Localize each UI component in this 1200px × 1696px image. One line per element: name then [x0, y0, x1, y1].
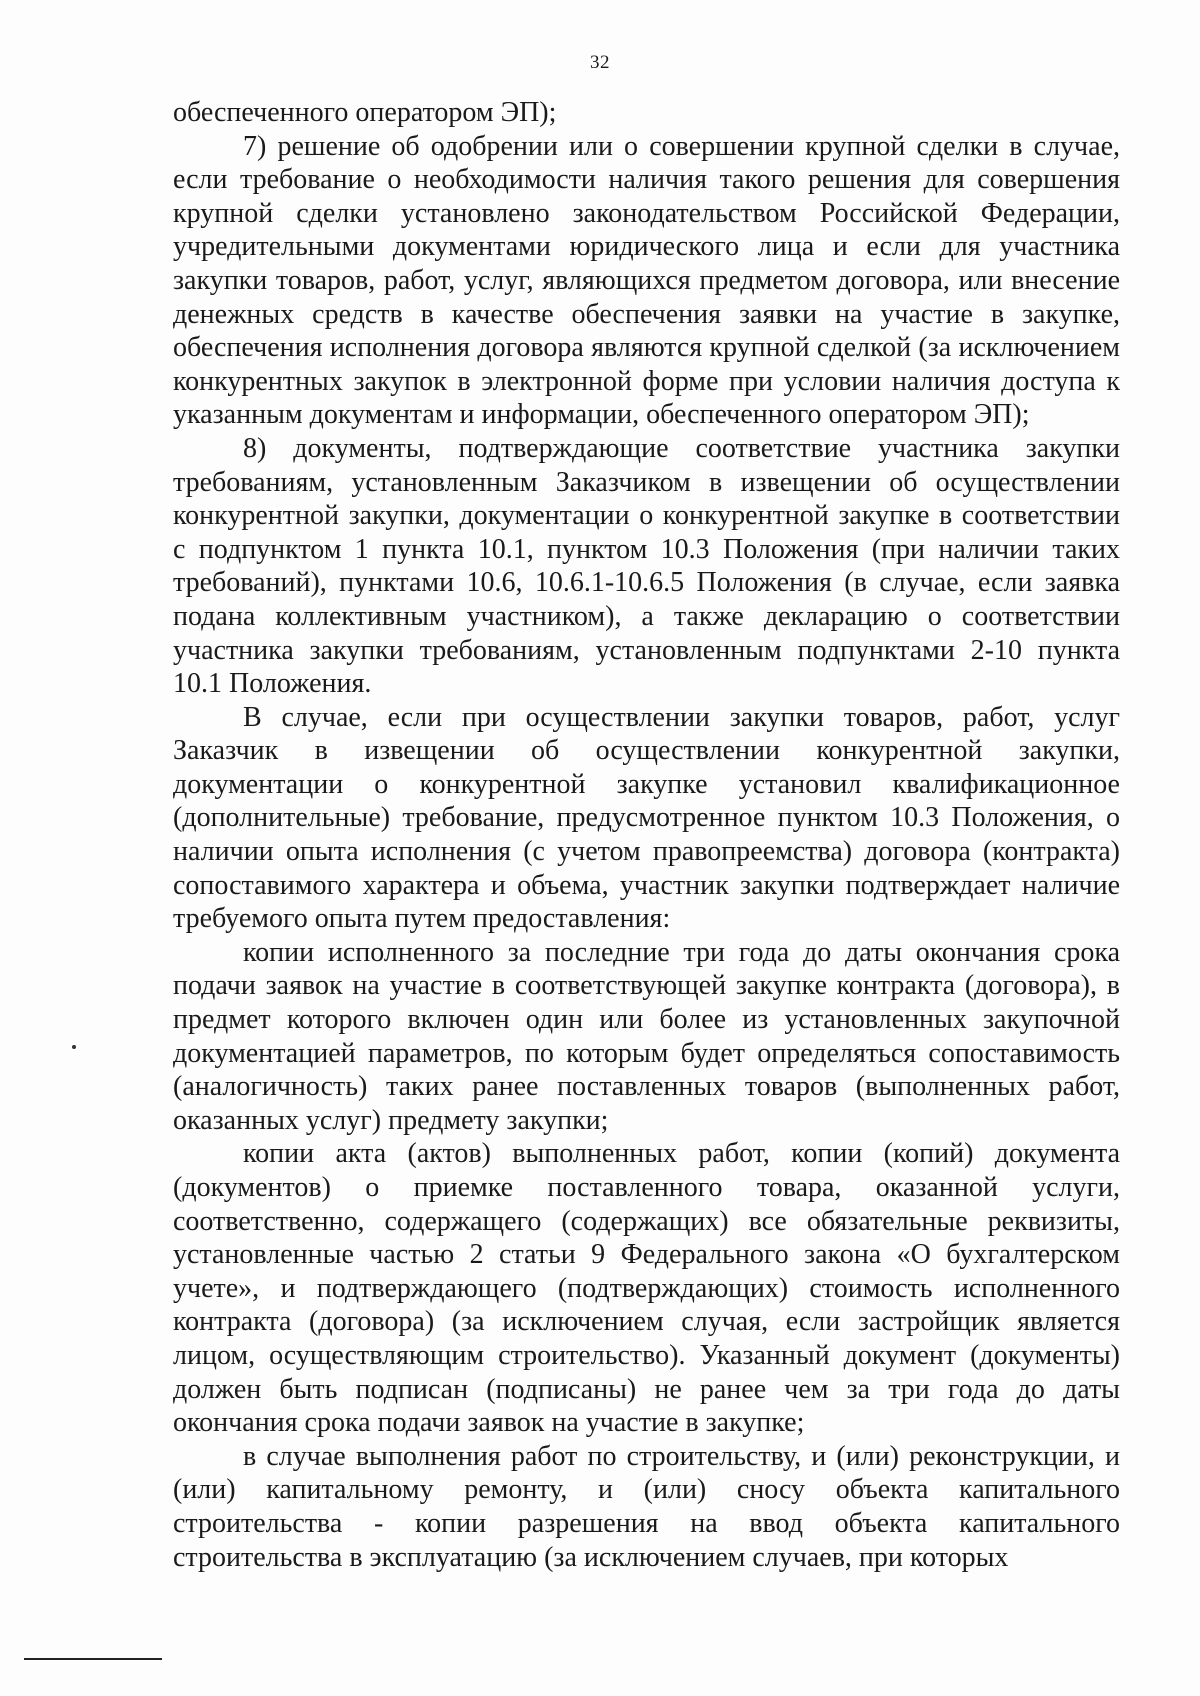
paragraph-construction-permits: в случае выполнения работ по строительству, и (или) реконструкции, и (или) капитальному ремонту, и (или) сносу объекта капитального строительства - копии разрешения на ввод объекта капитального строительства в эксплуатацию (за исключением случаев, при которых — [173, 1440, 1120, 1573]
paragraph-acceptance-acts: копии акта (актов) выполненных работ, копии (копий) документа (документов) о приемке поставленного товара, оказанной услуги, соответственно, содержащего (содержащих) все обязательные реквизиты, установленные частью 2 статьи 9 Федерального закона «О бухгалтерском учете», и подтверждающего (подтверждающих) стоимость исполненного контракта (договора) (за исключением случая, если застройщик является лицом, осуществляющим строительство). Указанный документ (документы) должен быть подписан (подписаны) не ранее чем за три года до даты окончания срока подачи заявок на участие в закупке; — [173, 1138, 1120, 1439]
paragraph-contract-copies: копии исполненного за последние три года до даты окончания срока подачи заявок на участие в соответствующей закупке контракта (договора), в предмет которого включен один или более из установленных закупочной документацией параметров, по которым будет определяться сопоставимость (аналогичность) таких ранее поставленных товаров (выполненных работ, оказанных услуг) предмету закупки; — [173, 936, 1120, 1136]
paragraph-item-7: 7) решение об одобрении или о совершении крупной сделки в случае, если требование о необходимости наличия такого решения для совершения крупной сделки установлено законодательством Российской Федерации, учредительными документами юридического лица и если для участника закупки товаров, работ, услуг, являющихся предметом договора, или внесение денежных средств в качестве обеспечения заявки на участие в закупке, обеспечения исполнения договора являются крупной сделкой (за исключением конкурентных закупок в электронной форме при условии наличия доступа к указанным документам и информации, обеспеченного оператором ЭП); — [173, 130, 1120, 431]
paragraph-qualification-requirement: В случае, если при осуществлении закупки товаров, работ, услуг Заказчик в извещении об осуществлении конкурентной закупки, документации о конкурентной закупке установил квалификационное (дополнительные) требование, предусмотренное пунктом 10.3 Положения, о наличии опыта исполнения (с учетом правопреемства) договора (контракта) сопоставимого характера и объема, участник закупки подтверждает наличие требуемого опыта путем предоставления: — [173, 701, 1120, 935]
paragraph-item-8: 8) документы, подтверждающие соответствие участника закупки требованиям, установленным Заказчиком в извещении об осуществлении конкурентной закупки, документации о конкурентной закупке в соответствии с подпунктом 1 пункта 10.1, пунктом 10.3 Положения (при наличии таких требований), пунктами 10.6, 10.6.1-10.6.5 Положения (в случае, если заявка подана коллективным участником), а также декларацию о соответствии участника закупки требованиям, установленным подпунктами 2-10 пункта 10.1 Положения. — [173, 432, 1120, 700]
footer-rule — [24, 1658, 162, 1660]
scan-speck — [72, 1045, 76, 1049]
page-number: 32 — [590, 52, 610, 73]
paragraph-continuation: обеспеченного оператором ЭП); — [173, 97, 557, 128]
document-body — [173, 96, 1120, 1574]
